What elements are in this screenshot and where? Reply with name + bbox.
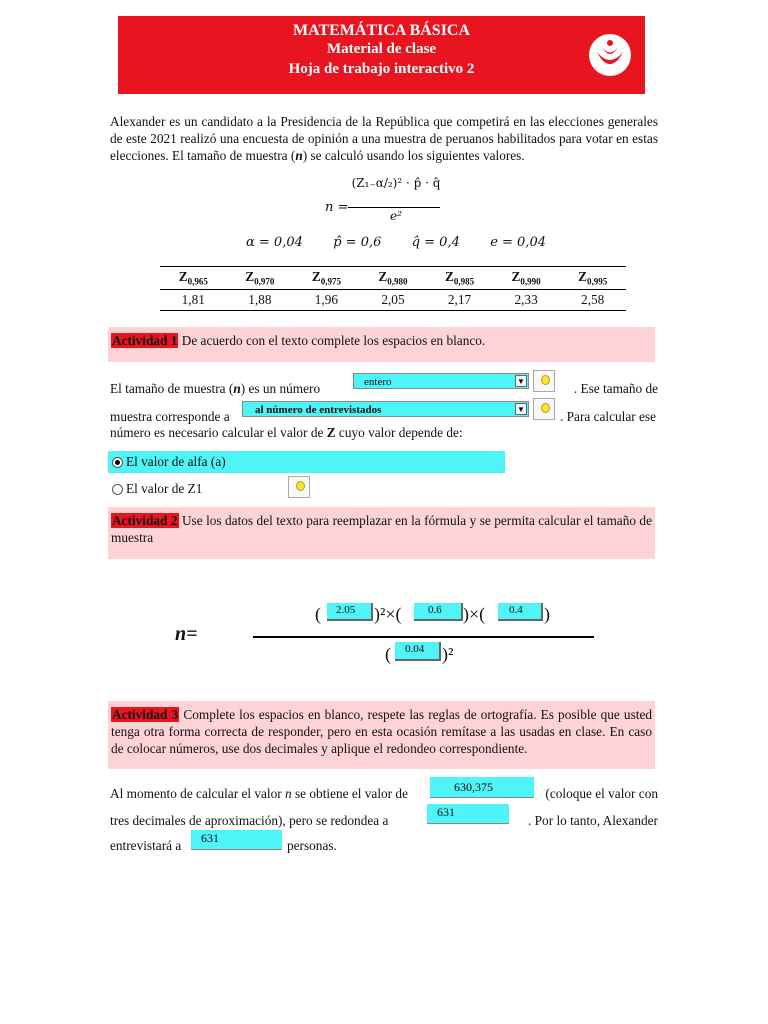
activity-1-instructions: De acuerdo con el texto complete los espacios en blanco.: [181, 333, 486, 348]
z-value: 2,33: [493, 289, 560, 310]
activity-2-instructions: Use los datos del texto para reemplazar en la fórmula y se permita calcular el tamaño de muestra: [111, 513, 652, 545]
paren-open: (: [315, 604, 321, 624]
computed-n-field[interactable]: 630,375: [430, 777, 534, 798]
act3-line-3-cont: personas.: [287, 838, 337, 853]
number-type-select[interactable]: [353, 373, 529, 389]
radio-selected-icon[interactable]: [112, 457, 123, 468]
p-input-field[interactable]: 0.6: [414, 603, 463, 621]
z-header: $Z_{0,980}$: [360, 267, 427, 290]
alpha-value: α = 0,04: [246, 235, 303, 250]
activity-2-box: [108, 507, 655, 559]
sample-meaning-select[interactable]: [242, 401, 529, 417]
act3-line-3: entrevistará a: [110, 838, 182, 853]
act2-lhs: n=: [175, 623, 198, 645]
number-type-value: entero: [364, 376, 392, 388]
activity-1-box: [108, 327, 655, 362]
rounded-n-field[interactable]: 631: [427, 804, 509, 824]
q-input-field[interactable]: 0.4: [498, 603, 543, 621]
activity-2-tag: Actividad 2: [112, 513, 178, 528]
times: )×(: [463, 604, 486, 624]
course-title: MATEMÁTICA BÁSICA: [292, 22, 471, 39]
act1-sentence-2: muestra corresponde a: [110, 409, 230, 424]
e-input-field[interactable]: 0.04: [395, 642, 441, 661]
parameter-values: [246, 235, 546, 250]
z-header: $Z_{0,970}$: [227, 267, 294, 290]
paren-close: ): [544, 604, 550, 624]
q-hat-value: q̂ = 0,4: [411, 235, 460, 250]
chevron-down-icon[interactable]: ▼: [515, 403, 527, 415]
z-value: 1,81: [160, 289, 227, 310]
z-value: 2,58: [559, 289, 626, 310]
sample-meaning-value: al número de entrevistados: [255, 404, 382, 416]
act1-sentence-cont: . Ese tamaño de: [573, 381, 658, 396]
formula-denominator: e²: [390, 209, 402, 223]
act3-line-2: tres decimales de aproximación), pero se redondea a: [110, 813, 389, 828]
den-paren-open: (: [385, 644, 391, 664]
z-table-value-row: [160, 289, 626, 310]
z-table-header-row: [160, 267, 626, 290]
activity-1-tag: Actividad 1: [112, 333, 178, 348]
worksheet-title: Hoja de trabajo interactivo 2: [288, 61, 475, 77]
lightbulb-hint-icon[interactable]: [533, 370, 555, 392]
radio-option-alpha[interactable]: [108, 451, 505, 473]
act3-line-1: Al momento de calcular el valor n se obtiene el valor de: [110, 786, 408, 801]
header-banner: [118, 16, 645, 94]
z-header: $Z_{0,965}$: [160, 267, 227, 290]
z-value: 1,96: [293, 289, 360, 310]
z-input-field[interactable]: 2.05: [327, 603, 373, 621]
activity-3-instructions: Complete los espacios en blanco, respete las reglas de ortografía. Es posible que usted tenga otra forma correcta de responder, pero en esta ocasión remítase a las usadas en clase. En caso de colocar números, use dos decimales y aplique el redondeo correspondiente.: [111, 707, 652, 756]
act3-line-1-cont: (coloque el valor con: [545, 786, 658, 801]
error-value: e = 0,04: [490, 235, 546, 250]
radio-option-z1[interactable]: [108, 478, 202, 500]
radio-z1-label: El valor de Z1: [126, 481, 203, 496]
lightbulb-hint-icon[interactable]: [533, 398, 555, 420]
z-header: $Z_{0,975}$: [293, 267, 360, 290]
z-value: 1,88: [227, 289, 294, 310]
fraction-bar: [348, 207, 440, 208]
act3-line-2-cont: . Por lo tanto, Alexander: [528, 813, 658, 828]
formula-numerator: (Z₁₋α/₂)² · p̂ · q̂: [351, 176, 441, 190]
radio-alpha-label: El valor de alfa (a): [126, 454, 226, 469]
z-header: $Z_{0,990}$: [493, 267, 560, 290]
squared-times: )²×(: [374, 604, 402, 624]
z-value: 2,05: [360, 289, 427, 310]
activity-3-tag: Actividad 3: [112, 707, 179, 722]
act1-sentence-2-cont: . Para calcular ese: [560, 409, 656, 424]
p-hat-value: p̂ = 0,6: [333, 235, 382, 250]
z-table: [160, 266, 626, 311]
interviewees-field[interactable]: 631: [191, 830, 282, 850]
material-subtitle: Material de clase: [326, 41, 437, 57]
lightbulb-hint-icon[interactable]: [288, 476, 310, 498]
act1-sentence-3: número es necesario calcular el valor de Z cuyo valor depende de:: [110, 425, 463, 440]
z-header: $Z_{0,995}$: [559, 267, 626, 290]
z-header: $Z_{0,985}$: [426, 267, 493, 290]
act2-fraction-bar: [253, 636, 594, 638]
den-squared: )²: [442, 644, 454, 664]
intro-paragraph: Alexander es un candidato a la Presidencia de la República que competirá en las elecciones generales de este 2021 realizó una encuesta de opinión a una muestra de peruanos habilitados para votar en estas elecciones. El tamaño de muestra (n) se calculó usando los siguientes valores.: [110, 114, 658, 163]
chevron-down-icon[interactable]: ▼: [515, 375, 527, 387]
radio-unselected-icon[interactable]: [112, 484, 123, 495]
activity-3-box: [108, 701, 655, 769]
upc-logo-icon: [587, 32, 633, 78]
z-value: 2,17: [426, 289, 493, 310]
formula-lhs: n =: [325, 200, 349, 215]
act1-sentence-start: El tamaño de muestra (n) es un número: [110, 381, 321, 396]
